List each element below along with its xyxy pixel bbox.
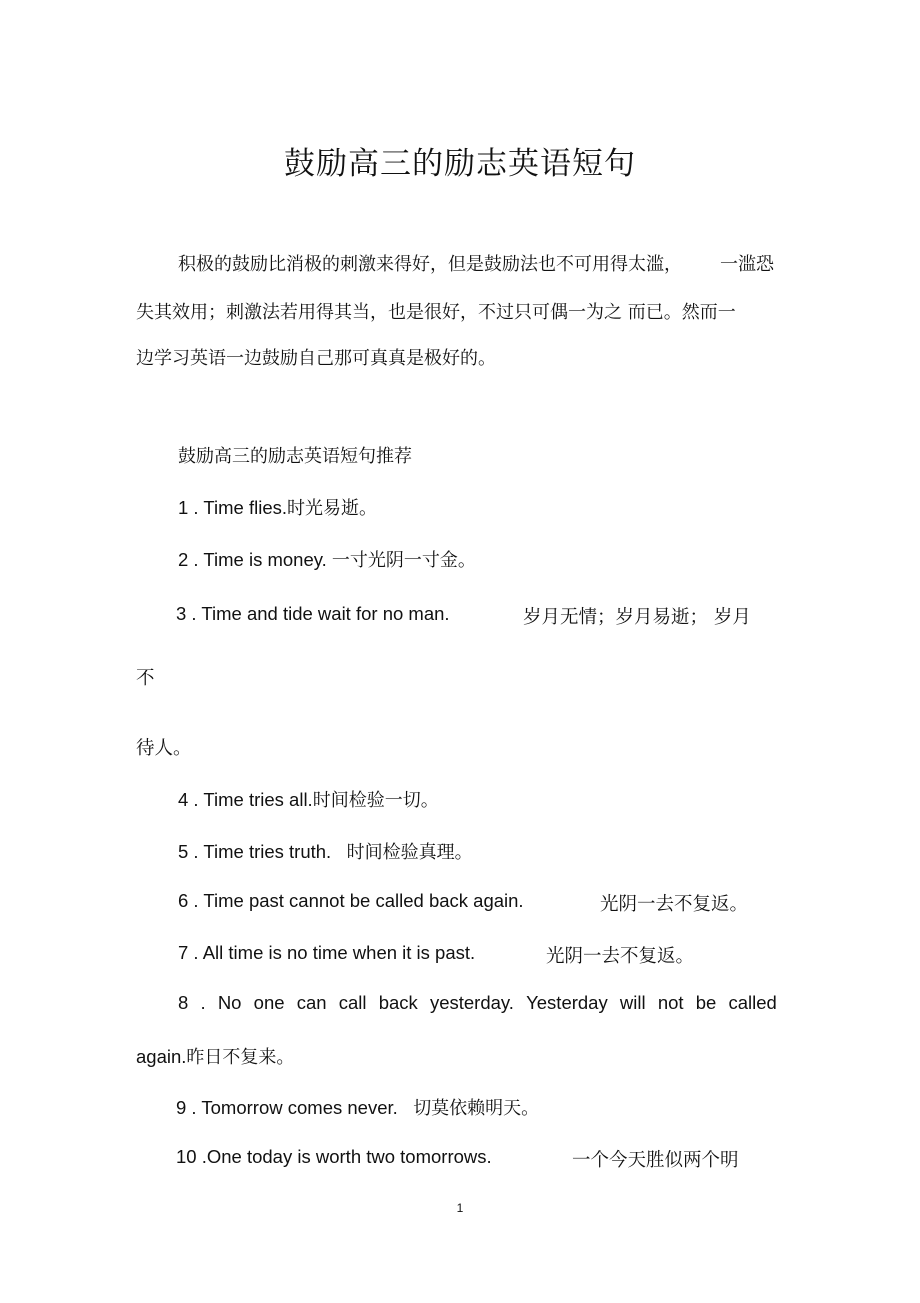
item-chinese: 光阴一去不复返。 xyxy=(546,946,695,967)
item-english: Time flies. xyxy=(203,497,287,518)
item-word: back xyxy=(378,992,418,1013)
item-english: All time is no time when it is past. xyxy=(202,942,476,963)
item-word: call xyxy=(338,992,367,1013)
item-english: One today is worth two tomorrows. xyxy=(206,1146,492,1167)
list-item-continued xyxy=(136,1043,294,1069)
item-number: 7 xyxy=(178,942,189,963)
list-item: 3 . Time and tide wait for no man. xyxy=(176,603,450,624)
item-chinese: 一个今天胜似两个明 xyxy=(572,1150,739,1171)
item-word: will xyxy=(619,992,646,1013)
item-number: 3 xyxy=(176,603,187,624)
item-number: 2 xyxy=(178,549,189,570)
list-item: 10 .One today is worth two tomorrows. xyxy=(176,1146,492,1167)
intro-line-1: 积极的鼓励比消极的刺激来得好，但是鼓励法也不可用得太滥， xyxy=(178,254,682,275)
item-word: one xyxy=(253,992,285,1013)
intro-line-2: 失其效用；刺激法若用得其当，也是很好，不过只可偶一为之 而已。然而一 xyxy=(136,302,736,323)
item-chinese: 时间检验真理。 xyxy=(346,842,473,863)
list-item: 6 . Time past cannot be called back again. xyxy=(178,890,524,911)
item-chinese: 时光易逝。 xyxy=(287,498,377,519)
item-word: No xyxy=(217,992,242,1013)
intro-line-3: 边学习英语一边鼓励自己那可真真是极好的。 xyxy=(136,348,496,369)
list-item: 7 . All time is no time when it is past. xyxy=(178,942,476,963)
list-item-justified xyxy=(178,992,777,1014)
item-english: Time is money. xyxy=(203,549,327,570)
item-number: 6 xyxy=(178,890,189,911)
item-chinese: 光阴一去不复返。 xyxy=(600,894,749,915)
item-chinese: 岁月无情；岁月易逝； 岁月 xyxy=(523,607,751,628)
item-english: Time past cannot be called back again. xyxy=(203,890,524,911)
item-word: Yesterday xyxy=(526,992,608,1013)
item-english: Time tries all. xyxy=(203,789,313,810)
item-chinese: 时间检验一切。 xyxy=(312,790,439,811)
item-word: called xyxy=(728,992,777,1013)
item-number: 5 xyxy=(178,841,189,862)
item-number: 9 xyxy=(176,1097,187,1118)
item-chinese: 一寸光阴一寸金。 xyxy=(331,550,476,571)
document-title: 鼓励高三的励志英语短句 xyxy=(284,146,636,182)
item-chinese-continued: 待人。 xyxy=(136,738,192,759)
item-number: 8 xyxy=(178,992,189,1013)
item-english: Time tries truth. xyxy=(203,841,332,862)
list-item: 2 . Time is money. 一寸光阴一寸金。 xyxy=(178,549,476,571)
list-item: 5 . Time tries truth. 时间检验真理。 xyxy=(178,841,473,863)
item-chinese: 昨日不复来。 xyxy=(186,1047,295,1068)
item-chinese: 切莫依赖明天。 xyxy=(413,1098,540,1119)
section-heading: 鼓励高三的励志英语短句推荐 xyxy=(178,446,412,467)
item-word: . xyxy=(200,992,206,1013)
item-english: again. xyxy=(136,1046,187,1067)
item-number: 4 xyxy=(178,789,189,810)
list-item: 1 . Time flies.时光易逝。 xyxy=(178,497,377,519)
item-word: yesterday. xyxy=(429,992,514,1013)
item-word: not xyxy=(657,992,684,1013)
item-word: be xyxy=(695,992,717,1013)
list-item: 4 . Time tries all.时间检验一切。 xyxy=(178,789,439,811)
intro-line-1-end: 一滥恐 xyxy=(720,254,774,275)
page-number: 1 xyxy=(456,1201,464,1215)
item-english: Time and tide wait for no man. xyxy=(201,603,450,624)
item-chinese-continued: 不 xyxy=(136,668,155,689)
list-item: 9 . Tomorrow comes never. 切莫依赖明天。 xyxy=(176,1097,540,1119)
item-english: Tomorrow comes never. xyxy=(201,1097,398,1118)
item-word: can xyxy=(296,992,327,1013)
item-number: 1 xyxy=(178,497,189,518)
item-number: 10 xyxy=(176,1146,197,1167)
